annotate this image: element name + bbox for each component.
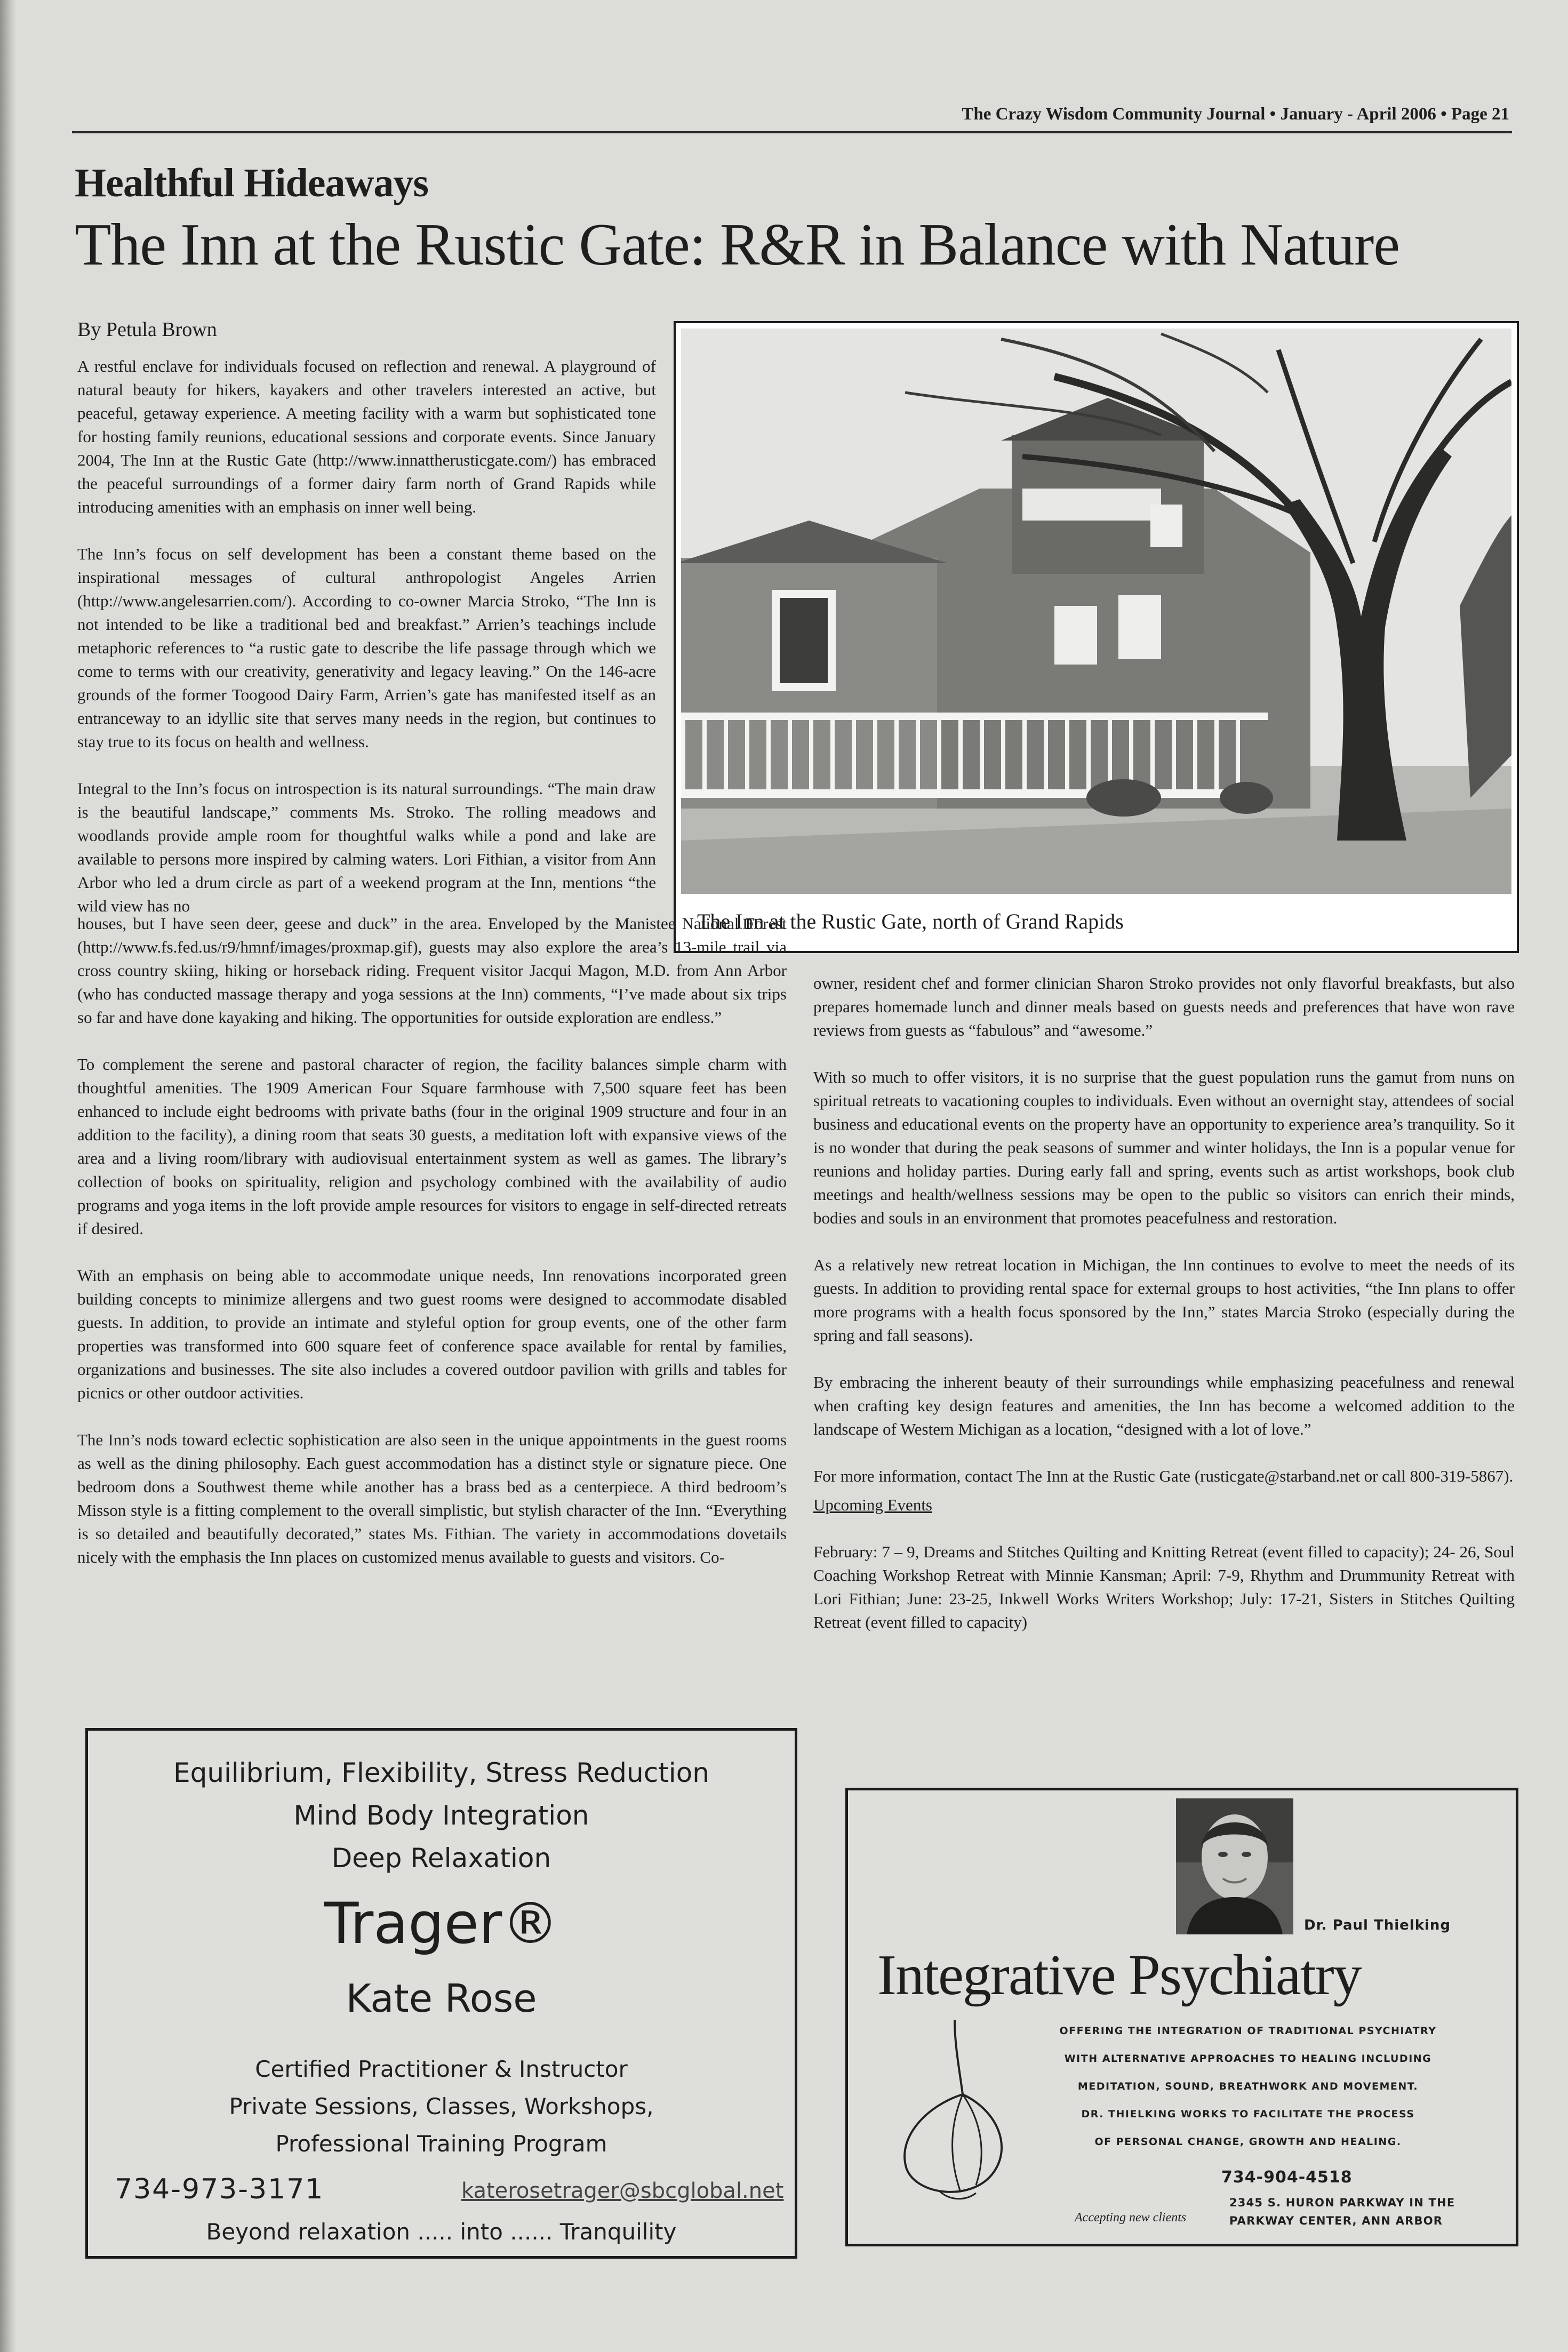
article-column-right <box>813 972 1515 1658</box>
page-binding-shadow <box>0 0 16 2352</box>
paragraph: Integral to the Inn’s focus on introspection is its natural surroundings. “The main draw is the beautiful landscape,” comments Ms. Stroko. The rolling meadows and woodlands provide ample room for thoughtful walks while a pond and lake are available to persons more inspired by calming waters. Lori Fithian, a visitor from Ann Arbor who led a drum circle as part of a weekend program at the Inn, mentions “the wild view has no <box>77 779 656 915</box>
ad-practitioner-name: Kate Rose <box>346 1976 537 2021</box>
ad-services: Professional Training Program <box>275 2131 607 2157</box>
ad-description-line: DR. THIELKING WORKS TO FACILITATE THE PROCESS <box>1081 2108 1415 2120</box>
events-heading: Upcoming Events <box>813 1495 932 1514</box>
ad-address-line: 2345 S. HURON PARKWAY IN THE <box>1229 2196 1455 2209</box>
paragraph: With so much to offer visitors, it is no surprise that the guest population runs the gamut from nuns on spiritual retreats to vacationing couples to individuals. Even without an overnight stay, attendees of social business and educational events on the property have an opportunity to experience area’s tranquility. So it is no wonder that during the peak seasons of summer and winter holidays, the Inn is a popular venue for reunions and holiday parties. During early fall and spring, events such as artist workshops, book club meetings and health/wellness sessions may be open to the public so visitors can enrich their minds, bodies and souls in an environment that promotes peacefulness and restoration. <box>813 1068 1515 1227</box>
inn-photo <box>681 329 1511 894</box>
ad-benefits-line: Mind Body Integration <box>293 1800 589 1831</box>
ad-services: Private Sessions, Classes, Workshops, <box>229 2093 654 2119</box>
paragraph: The Inn’s focus on self development has been a constant theme based on the inspirational messages of cultural anthropologist Angeles Arrien (http://www.angelesarrien.com/). According to co-owner Marcia Stroko, “The Inn is not intended to be like a traditional bed and breakfast.” Arrien’s teachings include metaphoric references to “a rustic gate to describe the life passage through which we come to terms with our creativity, generativity and legacy leaving.” On the 146-acre grounds of the former Toogood Dairy Farm, Arrien’s gate has manifested itself as an entranceway to an idyllic site that serves many needs in the region, but continues to stay true to its focus on health and wellness. <box>77 545 656 751</box>
paragraph: By embracing the inherent beauty of their surroundings while emphasizing peacefulness and renewal when crafting key design features and amenities, the Inn has become a welcomed addition to the landscape of Western Michigan as a location, “designed with a lot of love.” <box>813 1373 1515 1438</box>
ad-credentials: Certified Practitioner & Instructor <box>255 2056 628 2082</box>
paragraph: The Inn’s nods toward eclectic sophistication are also seen in the unique appointments in the guest rooms as well as the dining philosophy. Each guest accommodation has a distinct style or signature piece. One bedroom dons a Southwest theme while another has a brass bed as a centerpiece. A third bedroom’s Misson style is a fitting complement to the overall simplistic, but stylish character of the Inn. “Everything is so detailed and beautifully decorated,” states Ms. Fithian. The variety in accommodations dovetails nicely with the emphasis the Inn places on customized menus available to guests and visitors. Co- <box>77 1430 787 1566</box>
ad-accepting-note: Accepting new clients <box>1075 2211 1187 2225</box>
ad-description <box>1008 2017 1488 2156</box>
doctor-name: Dr. Paul Thielking <box>1304 1917 1451 1933</box>
ad-title: Integrative Psychiatry <box>877 1943 1361 2007</box>
ad-phone: 734-904-4518 <box>1221 2168 1353 2187</box>
ad-benefits-line: Deep Relaxation <box>331 1843 551 1874</box>
ad-description-line: OF PERSONAL CHANGE, GROWTH AND HEALING. <box>1094 2136 1402 2148</box>
paragraph: A restful enclave for individuals focused on reflection and renewal. A playground of natural beauty for hikers, kayakers and other travelers interested an active, but peaceful, getaway experience. A meeting facility with a warm but sophisticated tone for hosting family reunions, educational sessions and corporate events. Since January 2004, The Inn at the Rustic Gate (http://www.innattherusticgate.com/) has embraced the peaceful surroundings of a former dairy farm north of Grand Rapids while introducing amenities with an emphasis on inner well being. <box>77 357 656 516</box>
events-list: February: 7 – 9, Dreams and Stitches Quilting and Knitting Retreat (event filled to capacity); 24- 26, Soul Coaching Workshop Retreat with Minnie Kansman; April: 7-9, Rhythm and Drummunity Retreat with Lori Fithian; June: 23-25, Inkwell Works Writers Workshop; July: 17-21, Sisters in Stitches Quilting Retreat (event filled to capacity) <box>813 1542 1515 1631</box>
ad-description-line: OFFERING THE INTEGRATION OF TRADITIONAL PSYCHIATRY <box>1059 2025 1437 2037</box>
photo-caption: The Inn at the Rustic Gate, north of Grand Rapids <box>697 909 1124 933</box>
trager-advertisement <box>85 1728 797 2259</box>
byline: By Petula Brown <box>77 318 217 341</box>
ad-benefits-line: Equilibrium, Flexibility, Stress Reduction <box>173 1757 709 1788</box>
paragraph: To complement the serene and pastoral character of region, the facility balances simple charm with thoughtful amenities. The 1909 American Four Square farmhouse with 7,500 square feet has been enhanced to include eight bedrooms with private baths (four in the original 1909 structure and four in an addition to the facility), a dining room that seats 30 guests, a meditation loft with expansive views of the area and a living room/library with audiovisual entertainment system as well as games. The library’s collection of books on spirituality, religion and psychology combined with the availability of audio programs and yoga items in the loft provide ample resources for visitors to engage in self-directed retreats if desired. <box>77 1055 787 1238</box>
psychiatry-advertisement <box>845 1788 1518 2246</box>
ad-description-line: MEDITATION, SOUND, BREATHWORK AND MOVEMENT. <box>1077 2081 1419 2092</box>
running-header: The Crazy Wisdom Community Journal • January - April 2006 • Page 21 <box>962 105 1509 124</box>
article-column-left-bottom <box>77 912 787 1593</box>
ad-email: katerosetrager@sbcglobal.net <box>461 2179 784 2203</box>
ad-tagline: Beyond relaxation ..... into ...... Tranquility <box>206 2219 677 2245</box>
paragraph: With an emphasis on being able to accommodate unique needs, Inn renovations incorporated green building concepts to minimize allergens and two guest rooms were designed to accommodate disabled guests. In addition, to provide an intimate and styleful option for group events, one of the other farm properties was transformed into 600 square feet of conference space available for rental by families, organizations and businesses. The site also includes a covered outdoor pavilion with grills and tables for picnics or other outdoor activities. <box>77 1266 787 1402</box>
paragraph: For more information, contact The Inn at the Rustic Gate (rusticgate@starband.net or call 800-319-5867). <box>813 1467 1514 1485</box>
ad-description-line: WITH ALTERNATIVE APPROACHES TO HEALING INCLUDING <box>1064 2053 1432 2065</box>
paragraph: houses, but I have seen deer, geese and duck” in the area. Enveloped by the Manistee National Forest (http://www.fs.fed.us/r9/hmnf/images/proxmap.gif), guests may also explore the area’s 13-mile trail via cross country skiing, hiking or horseback riding. Frequent visitor Jacqui Magon, M.D. from Ann Arbor (who has conducted massage therapy and yoga sessions at the Inn) comments, “I’ve made about six trips so far and have done kayaking and hiking. The opportunities for outside exploration are endless.” <box>77 914 787 1027</box>
article-headline: The Inn at the Rustic Gate: R&R in Balance with Nature <box>75 212 1399 278</box>
paragraph: owner, resident chef and former clinician Sharon Stroko provides not only flavorful breakfasts, but also prepares homemade lunch and dinner meals based on guests needs and preferences that have won rave reviews from guests as “fabulous” and “awesome.” <box>813 974 1515 1039</box>
inn-photo-frame <box>674 321 1519 953</box>
ad-brand: Trager® <box>324 1891 559 1956</box>
section-title: Healthful Hideaways <box>75 161 428 205</box>
ad-address-line: PARKWAY CENTER, ANN ARBOR <box>1229 2214 1443 2227</box>
ad-address <box>1229 2194 1455 2230</box>
doctor-portrait <box>1176 1798 1293 1934</box>
article-column-left-top <box>77 355 656 918</box>
paragraph: As a relatively new retreat location in Michigan, the Inn continues to evolve to meet the needs of its guests. In addition to providing rental space for external groups to host activities, “the Inn plans to offer more programs with a health focus sponsored by the Inn,” states Marcia Stroko (especially during the spring and fall seasons). <box>813 1255 1515 1345</box>
header-rule <box>72 131 1512 133</box>
garlic-illustration <box>875 2014 1024 2206</box>
ad-phone: 734-973-3171 <box>115 2173 324 2205</box>
